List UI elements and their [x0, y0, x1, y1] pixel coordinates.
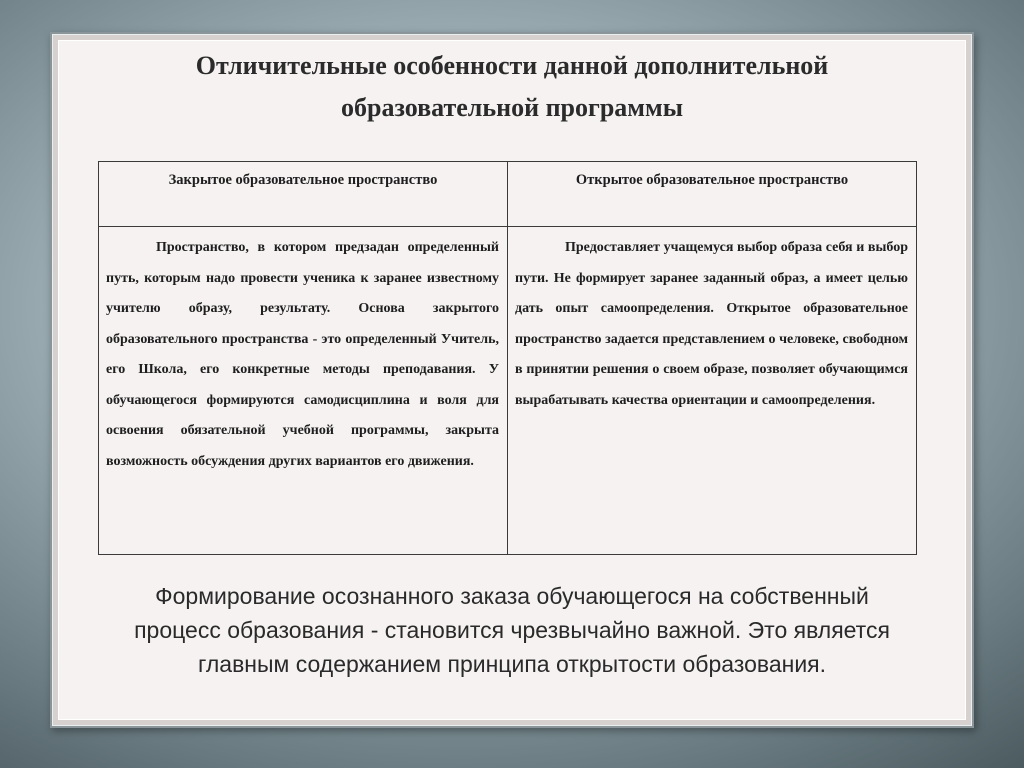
header-open-space: Открытое образовательное пространство [508, 162, 917, 227]
open-space-text: Предоставляет учащемуся выбор образа себя и выбор пути. Не формирует заранее заданный образ, а имеет целью дать опыт самоопределения. Открытое образовательное пространство задается представлением о человеке, свободном в принятии решения о своем образе, позволяет обучающимся вырабатывать качества ориентации и самоопределения. [515, 240, 908, 408]
slide-title [59, 45, 965, 129]
slide-title-line-1: Отличительные особенности данной дополнительной [195, 51, 829, 80]
summary-text [79, 579, 945, 681]
summary-line-2: процесс образования - становится чрезвычайно важной. Это является [134, 617, 890, 643]
summary-line-3: главным содержанием принципа открытости образования. [197, 651, 827, 677]
table-header-row [99, 162, 917, 227]
slide-title-line-2: образовательной программы [340, 93, 683, 122]
header-closed-space: Закрытое образовательное пространство [99, 162, 508, 227]
summary-line-1: Формирование осознанного заказа обучающегося на собственный [155, 583, 869, 609]
comparison-table [98, 161, 917, 555]
cell-open-space-description [508, 227, 917, 555]
cell-closed-space-description [99, 227, 508, 555]
table-row [99, 227, 917, 555]
slide-frame [50, 32, 974, 728]
slide [58, 40, 966, 720]
closed-space-text: Пространство, в котором предзадан определенный путь, которым надо провести ученика к заранее известному учителю образу, результату. Основа закрытого образовательного пространства - это определенный Учитель, его Школа, его конкретные методы преподавания. У обучающегося формируются самодисциплина и воля для освоения обязательной учебной программы, закрыта возможность обсуждения других вариантов его движения. [106, 240, 499, 469]
